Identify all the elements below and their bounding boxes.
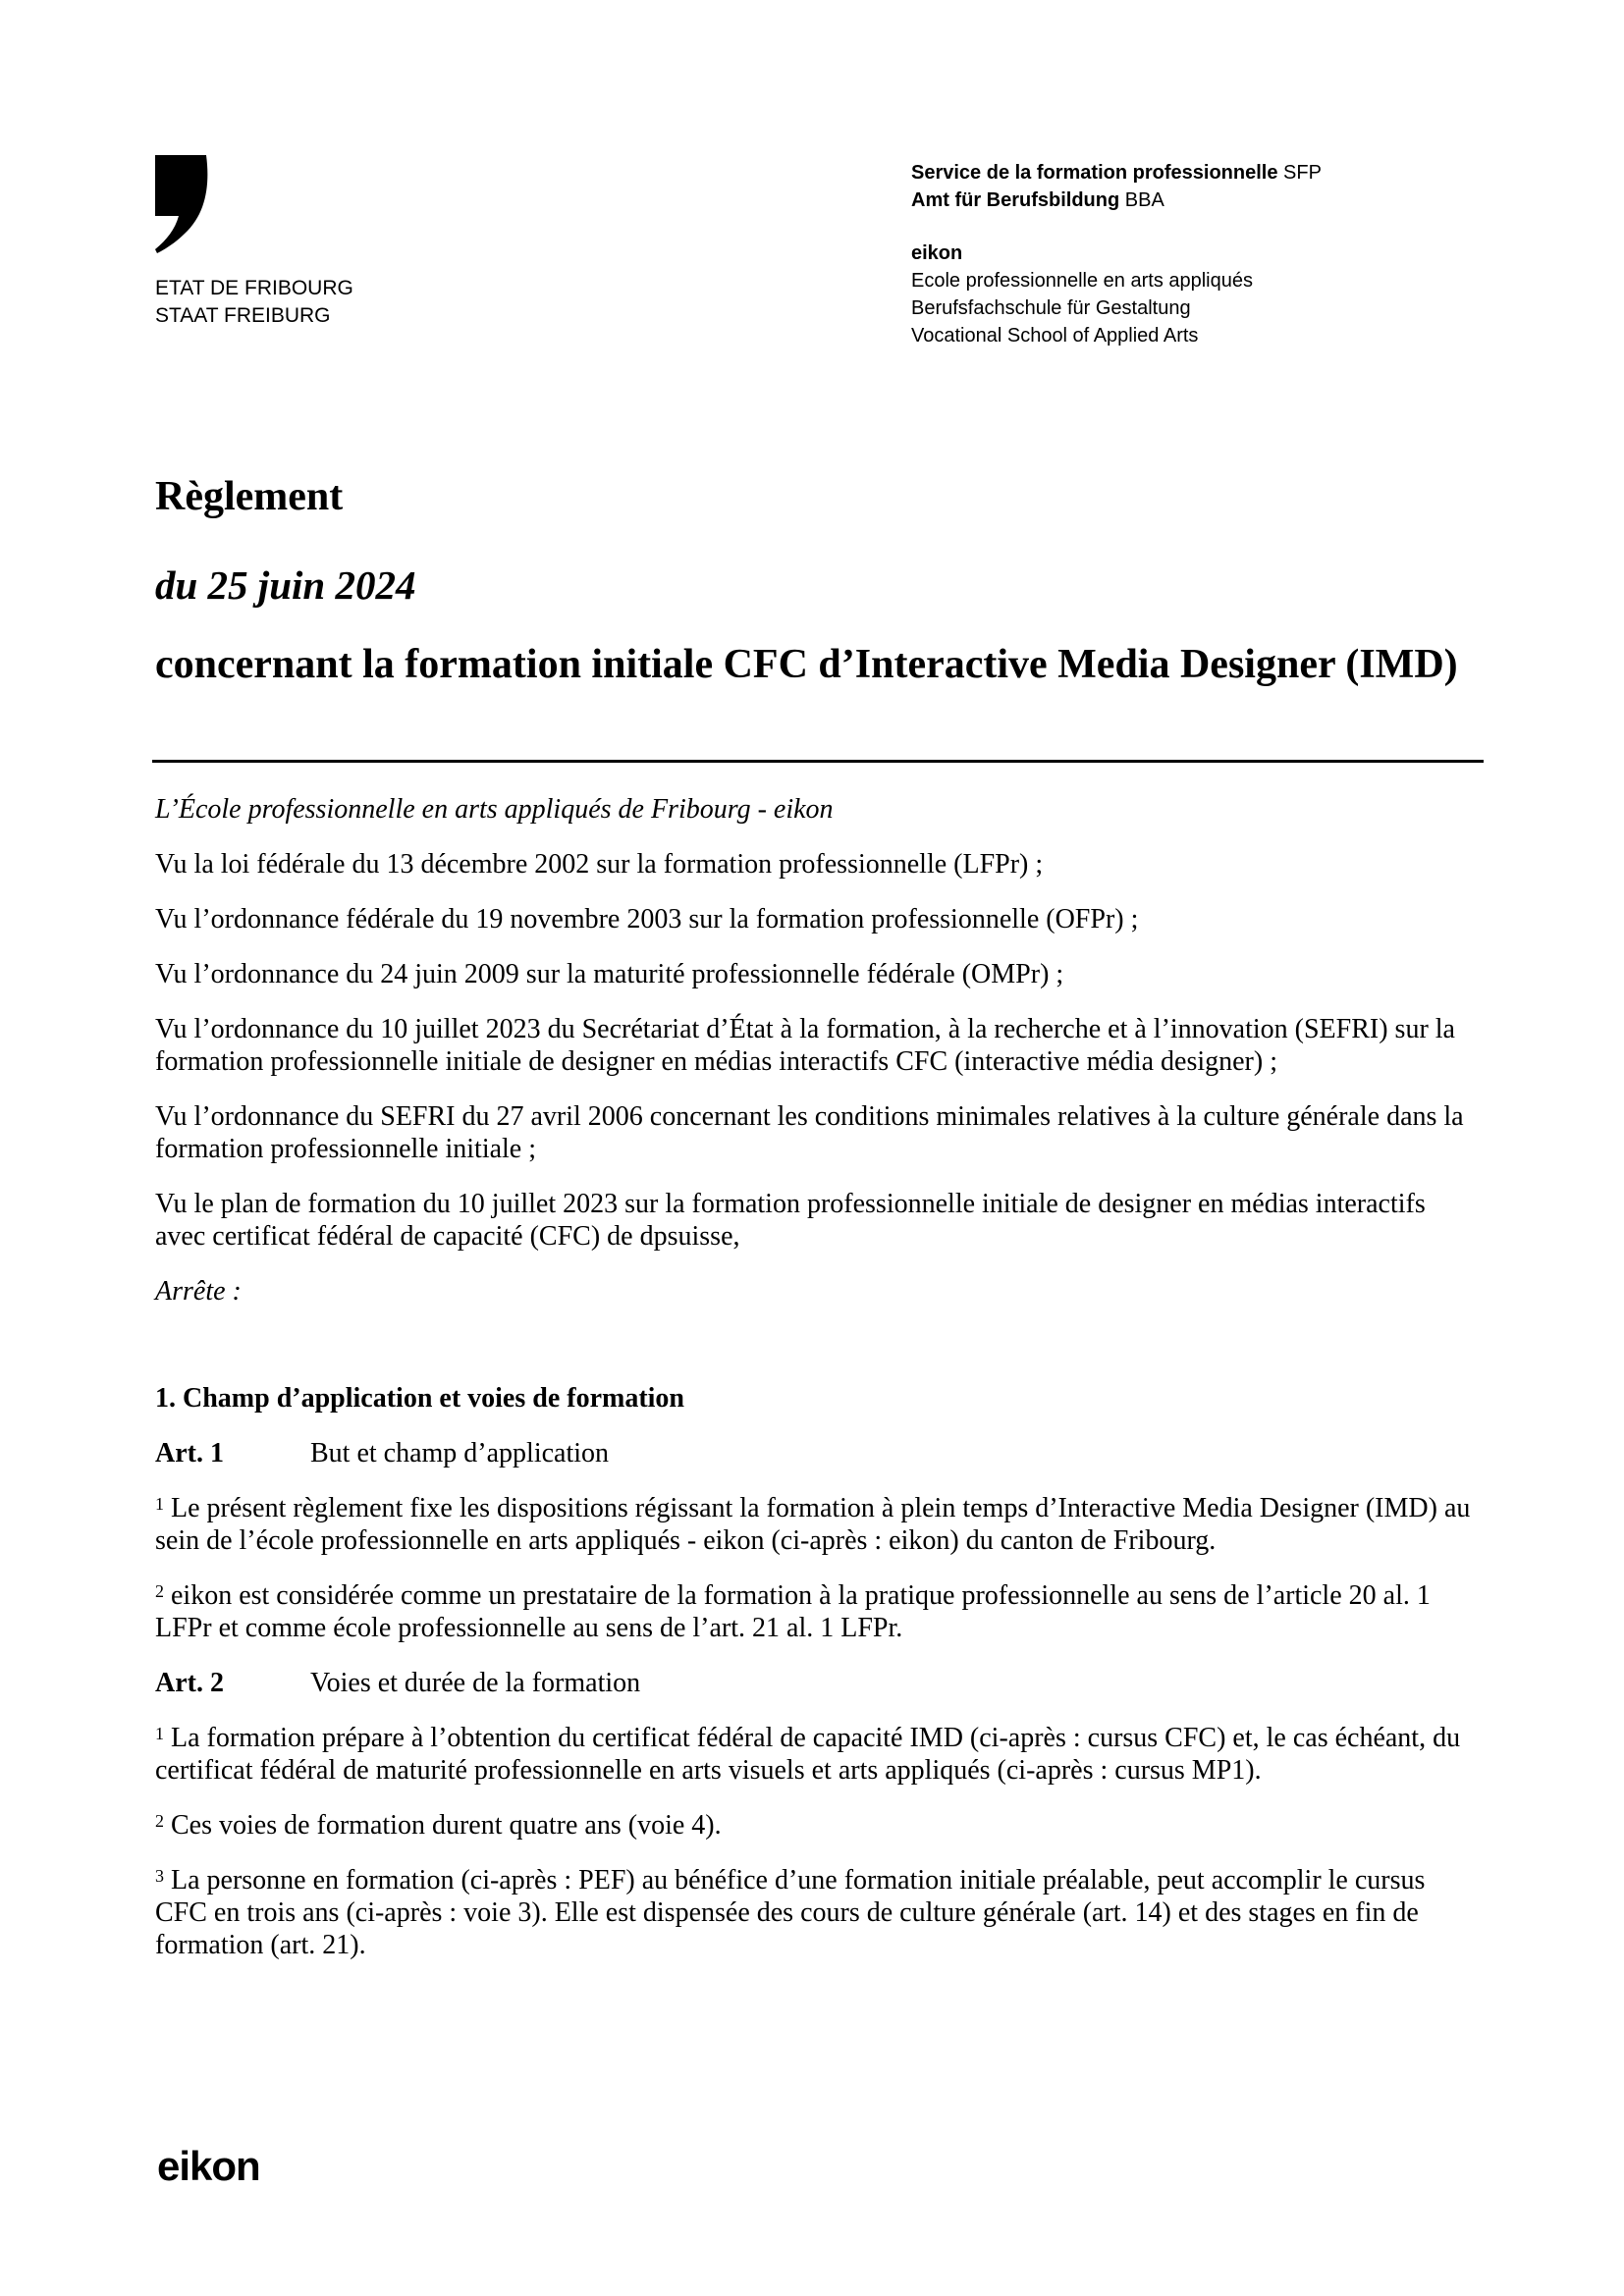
title-divider [152,760,1484,763]
document-title: Règlement [155,474,344,519]
article-paragraph: $^1$ La formation prépare à l’obtention du certificat fédéral de capacité IMD (ci-après : cursus CFC) et, le cas échéant, du certificat fédéral de maturité professionnelle en arts visuels et arts appliqués (ci-après : cursus MP1). [155,1723,1461,1786]
alinea-number: 3 [155,1866,164,1886]
state-name-de: STAAT FREIBURG [155,304,331,327]
article-paragraph: $^2$ eikon est considérée comme un prestataire de la formation à la pratique professionnelle au sens de l’article 20 al. 1 LFPr et comme école professionnelle au sens de l’art. 21 al. 1 LFPr. [155,1580,1431,1643]
service-address-block [911,159,1322,349]
considerant: Vu l’ordonnance fédérale du 19 novembre 2003 sur la formation professionnelle (OFPr) ; [155,904,1139,934]
document-date: du 25 juin 2024 [155,562,416,608]
article-number: Art. 2 [155,1668,224,1698]
alinea-number: 1 [155,1724,164,1743]
considerant: Vu l’ordonnance du 24 juin 2009 sur la maturité professionnelle fédérale (OMPr) ; [155,959,1064,989]
fribourg-comma-logo-icon [155,155,214,253]
school-name-en: Vocational School of Applied Arts [911,325,1199,347]
considerant: Vu l’ordonnance du SEFRI du 27 avril 2006 concernant les conditions minimales relatives à la culture générale dans la formation professionnelle initiale ; [155,1101,1464,1164]
service-fr: Service de la formation professionnelle SFP [911,162,1322,184]
state-name-fr: ETAT DE FRIBOURG [155,277,353,299]
eikon-logo: eikon [157,2143,260,2189]
article-title: Voies et durée de la formation [310,1668,641,1698]
article-number: Art. 1 [155,1438,224,1468]
school-name-de: Berufsfachschule für Gestaltung [911,297,1191,319]
article-title: But et champ d’application [310,1438,610,1468]
school-name: eikon [911,242,963,264]
document-subject: concernant la formation initiale CFC d’Interactive Media Designer (IMD) [155,642,1458,687]
issuer: L’École professionnelle en arts appliqués de Fribourg - eikon [155,794,834,825]
alinea-number: 1 [155,1494,164,1514]
alinea-number: 2 [155,1811,164,1831]
article-paragraph: $^1$ Le présent règlement fixe les dispositions régissant la formation à plein temps d’Interactive Media Designer (IMD) au sein de l’école professionnelle en arts appliqués - eikon (ci-après : eikon) du canton de Fribourg. [155,1493,1471,1556]
considerant: Vu le plan de formation du 10 juillet 2023 sur la formation professionnelle initiale de designer en médias interactifs avec certificat fédéral de capacité (CFC) de dpsuisse, [155,1189,1426,1252]
document-body [155,793,1481,1984]
arrete: Arrête : [155,1276,242,1307]
article-paragraph: $^3$ La personne en formation (ci-après : PEF) au bénéfice d’une formation initiale préalable, peut accomplir le cursus CFC en trois ans (ci-après : voie 3). Elle est dispensée des cours de culture générale (art. 14) et des stages en fin de formation (art. 21). [155,1865,1426,1960]
service-de: Amt für Berufsbildung BBA [911,189,1164,211]
alinea-number: 2 [155,1581,164,1601]
considerant: Vu la loi fédérale du 13 décembre 2002 sur la formation professionnelle (LFPr) ; [155,849,1044,880]
article-paragraph: $^2$ Ces voies de formation durent quatre ans (voie 4). [155,1810,722,1841]
considerant: Vu l’ordonnance du 10 juillet 2023 du Secrétariat d’État à la formation, à la recherche et à l’innovation (SEFRI) sur la formation professionnelle initiale de designer en médias interactifs CFC (interactive média designer) ; [155,1014,1455,1077]
article-heading [155,1667,1481,1699]
section-heading: 1. Champ d’application et voies de formation [155,1383,684,1414]
school-name-fr: Ecole professionnelle en arts appliqués [911,270,1253,292]
state-name [155,275,353,330]
article-heading [155,1437,1481,1469]
